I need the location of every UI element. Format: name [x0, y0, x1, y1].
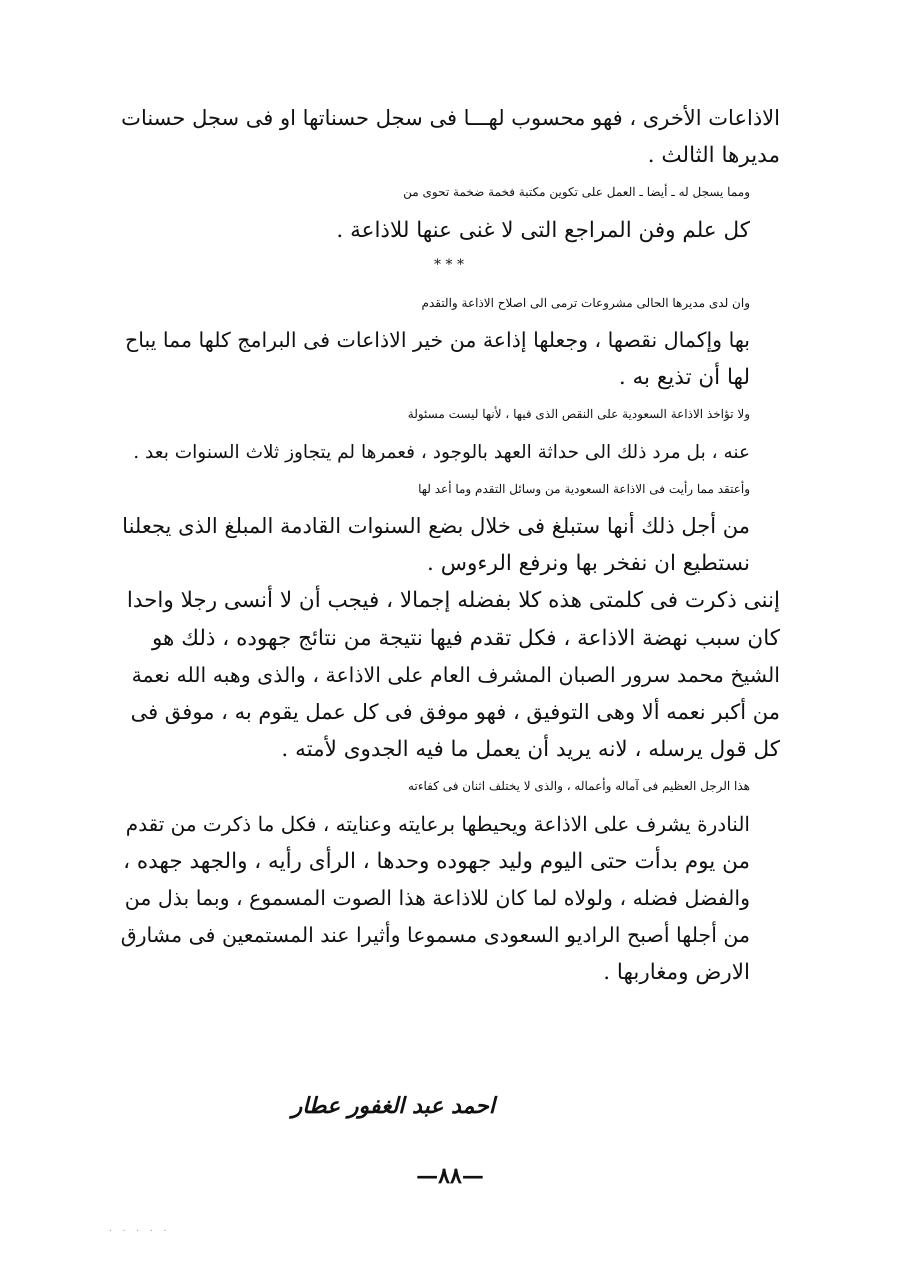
page-number: —٨٨—	[416, 1163, 484, 1189]
text-line: الاذاعات الأخرى ، فهو محسوب لهـــا فى سجل حسناتها او فى سجل حسنات	[121, 106, 780, 130]
text-line: كان سبب نهضة الاذاعة ، فكل تقدم فيها نتيجة من نتائج جهوده ، ذلك هو	[151, 625, 780, 651]
paragraph	[118, 471, 780, 583]
text-line: من يوم بدأت حتى اليوم وليد جهوده وحدها ، الرأى رأيه ، والجهد جهده ،	[123, 848, 750, 874]
text-line: من أكبر نعمه ألا وهى التوفيق ، فهو موفق فى كل عمل يقوم به ، موفق فى	[130, 700, 780, 725]
section-ornament: * * *	[434, 256, 464, 273]
article-body	[118, 100, 780, 992]
text-line: لها أن تذيع به .	[618, 365, 750, 391]
text-line: من أجلها أصبح الراديو السعودى مسموعا وأثيرا عند المستمعين فى مشارق	[120, 923, 750, 948]
text-line: ولا تؤاخذ الاذاعة السعودية على النقص الذى فيها ، لأنها ليست مسئولة	[407, 407, 750, 422]
text-line: وان لدى مديرها الحالى مشروعات ترمى الى اصلاح الاذاعة والتقدم	[421, 295, 750, 310]
text-line: عنه ، بل مرد ذلك الى حداثة العهد بالوجود ، فعمرها لم يتجاوز ثلاث السنوات بعد .	[133, 441, 750, 463]
text-line: كل علم وفن المراجع التى لا غنى عنها للاذاعة .	[336, 217, 750, 243]
text-line: كل قول يرسله ، لانه يريد أن يعمل ما فيه الجدوى لأمته .	[281, 737, 780, 763]
text-line: ومما يسجل له ـ أيضا ـ العمل على تكوين مكتبة فخمة ضخمة تحوى من	[403, 185, 750, 200]
text-line: الارض ومغاربها .	[603, 960, 750, 986]
text-line: والفضل فضله ، ولولاه لما كان للاذاعة هذا الصوت المسموع ، وبما بذل من	[124, 886, 750, 911]
paragraph	[118, 174, 780, 248]
text-line: هذا الرجل العظيم فى آماله وأعماله ، والذى لا يختلف اثنان فى كفاءته	[408, 779, 750, 794]
text-line: وأعتقد مما رأيت فى الاذاعة السعودية من وسائل التقدم وما أعد لها	[418, 481, 750, 496]
paragraph	[118, 285, 780, 397]
text-line: إننى ذكرت فى كلمتى هذه كلا بفضله إجمالا ، فيجب أن لا أنسى رجلا واحدا	[126, 588, 780, 614]
paragraph	[118, 396, 780, 470]
paragraph	[118, 100, 780, 174]
author-signature: احمد عبد الغفور عطار	[291, 1093, 495, 1119]
text-line: من أجل ذلك أنها ستبلغ فى خلال بضع السنوات القادمة المبلغ الذى يجعلنا	[122, 514, 750, 539]
text-line: الشيخ محمد سرور الصبان المشرف العام على الاذاعة ، والذى وهبه الله نعمة	[131, 662, 780, 687]
text-line: نستطيع ان نفخر بها ونرفع الرءوس .	[427, 551, 750, 577]
paragraph	[118, 768, 780, 991]
text-line: بها وإكمال نقصها ، وجعلها إذاعة من خير الاذاعات فى البرامج كلها مما يباح	[125, 328, 750, 353]
paragraph	[118, 582, 780, 768]
scan-artifact-marks: · · · · ·	[108, 1226, 170, 1235]
text-line: مديرها الثالث .	[647, 143, 780, 169]
text-line: النادرة يشرف على الاذاعة ويحيطها برعايته وعنايته ، فكل ما ذكرت من تقدم	[125, 811, 750, 836]
